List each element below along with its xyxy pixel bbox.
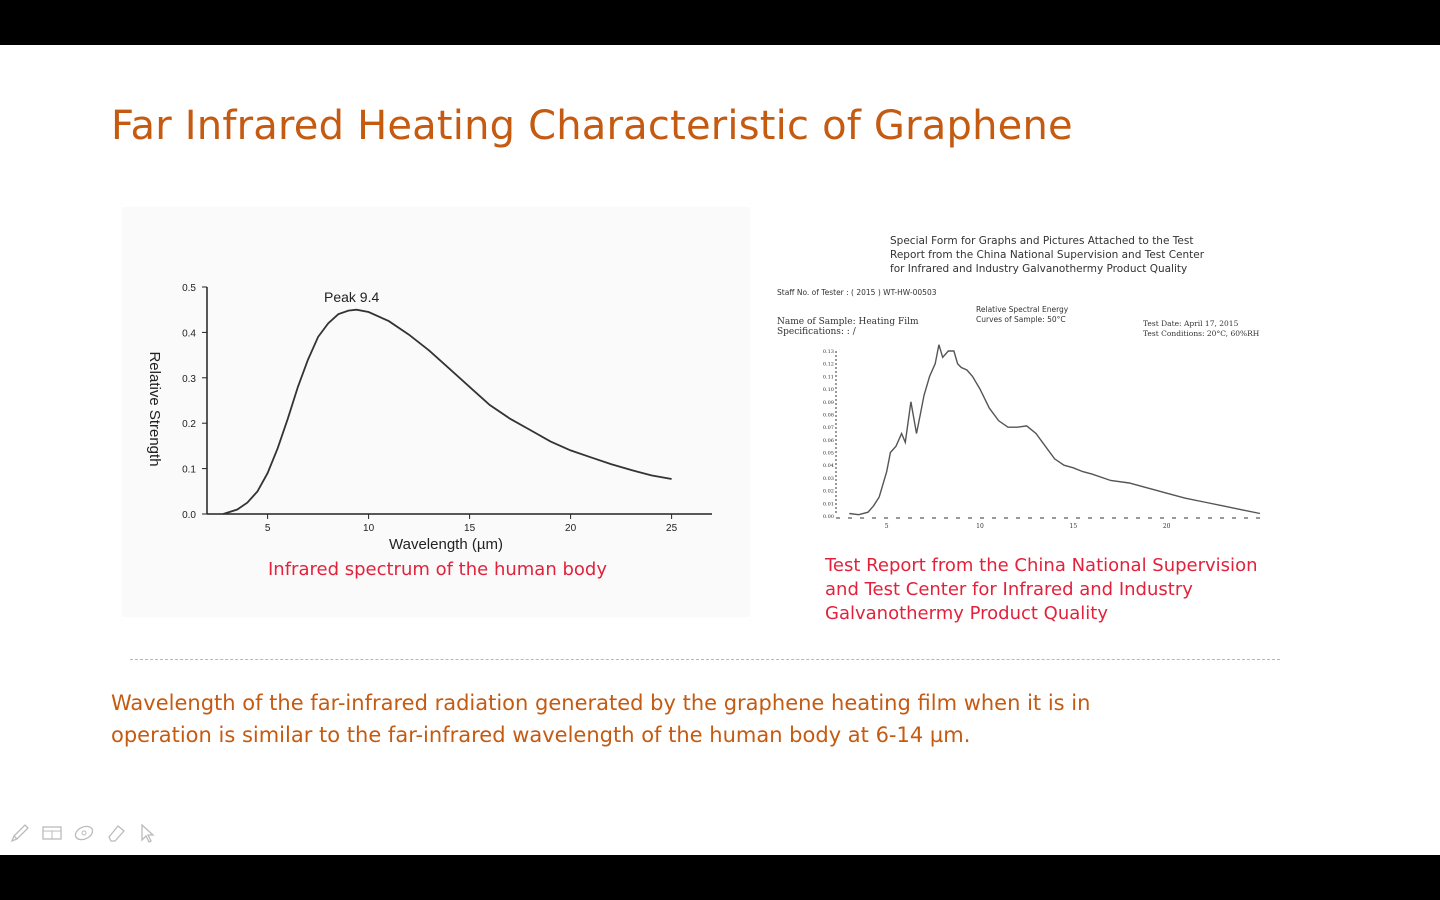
x-axis-ticks — [265, 514, 678, 534]
eraser-icon[interactable] — [104, 821, 128, 845]
report-y-tick-label: 0.08 — [822, 412, 834, 419]
bottom-letterbox — [0, 855, 1440, 900]
x-tick-label: 20 — [565, 523, 577, 534]
subtitles-icon[interactable] — [40, 821, 64, 845]
body-line: Wavelength of the far-infrared radiation generated by the graphene heating film when it is in — [111, 691, 1091, 715]
staff-number: Staff No. of Tester : ( 2015 ) WT-HW-00503 — [777, 288, 937, 297]
report-y-tick-label: 0.11 — [822, 374, 834, 381]
test-date: Test Date: April 17, 2015 — [1143, 319, 1239, 328]
x-tick-label: 25 — [666, 523, 678, 534]
specifications: Specifications: : / — [777, 327, 856, 337]
left-figure-caption: Infrared spectrum of the human body — [268, 559, 607, 580]
caption-line: and Test Center for Infrared and Industry — [825, 579, 1193, 600]
y-tick-label: 0.3 — [182, 373, 196, 385]
report-y-tick-label: 0.06 — [822, 437, 834, 444]
report-y-tick-label: 0.05 — [822, 450, 834, 457]
report-x-tick-label: 5 — [884, 523, 889, 530]
y-tick-label: 0.0 — [182, 510, 196, 521]
x-tick-label: 5 — [264, 523, 271, 534]
y-tick-label: 0.1 — [182, 464, 196, 476]
report-y-tick-label: 0.02 — [822, 488, 834, 495]
report-spectrum-curve — [849, 345, 1260, 515]
dashed-divider — [130, 659, 1280, 660]
presenter-toolbar — [8, 821, 160, 845]
report-header-line: Report from the China National Supervision and Test Center — [890, 249, 1205, 261]
spectrum-curve — [223, 310, 671, 514]
x-tick-label: 15 — [464, 523, 476, 534]
curve-label: Curves of Sample: 50°C — [976, 315, 1066, 324]
y-tick-label: 0.4 — [182, 328, 196, 340]
pointer-icon[interactable] — [136, 821, 160, 845]
report-x-ticks — [885, 523, 1171, 530]
report-y-ticks — [823, 349, 834, 520]
report-y-tick-label: 0.03 — [822, 475, 834, 482]
y-tick-label: 0.2 — [182, 419, 196, 431]
report-y-tick-label: 0.12 — [822, 361, 834, 368]
right-figure-caption — [825, 554, 1305, 626]
caption-line: Test Report from the China National Supervision — [825, 555, 1258, 576]
human-body-spectrum-figure — [122, 207, 750, 617]
sample-name: Name of Sample: Heating Film — [777, 317, 919, 327]
report-x-tick-label: 10 — [976, 523, 984, 530]
top-letterbox — [0, 0, 1440, 45]
peak-annotation: Peak 9.4 — [324, 289, 380, 305]
body-line: operation is similar to the far-infrared wavelength of the human body at 6-14 µm. — [111, 723, 971, 747]
y-axis-ticks — [182, 283, 207, 521]
caption-line: Galvanothermy Product Quality — [825, 603, 1108, 624]
slide-body-text — [111, 687, 1231, 751]
report-y-tick-label: 0.04 — [822, 463, 834, 470]
report-x-tick-label: 15 — [1069, 523, 1078, 530]
report-y-tick-label: 0.10 — [822, 387, 834, 394]
report-y-tick-label: 0.07 — [822, 425, 834, 432]
report-x-tick-label: 20 — [1162, 523, 1171, 530]
report-y-tick-label: 0.09 — [822, 399, 834, 406]
x-tick-label: 10 — [363, 523, 375, 534]
slide-title: Far Infrared Heating Characteristic of Graphene — [111, 103, 1073, 149]
laser-pointer-icon[interactable] — [72, 821, 96, 845]
x-axis-label: Wavelength (µm) — [389, 536, 503, 553]
test-conditions: Test Conditions: 20°C, 60%RH — [1143, 329, 1260, 338]
human-body-spectrum-chart — [122, 207, 750, 617]
presentation-slide — [0, 45, 1440, 855]
report-y-tick-label: 0.01 — [822, 501, 834, 508]
curve-label: Relative Spectral Energy — [976, 305, 1069, 314]
pen-icon[interactable] — [8, 821, 32, 845]
report-header-line: Special Form for Graphs and Pictures Attached to the Test — [890, 235, 1194, 247]
report-y-tick-label: 0.13 — [822, 349, 834, 355]
report-header-line: for Infrared and Industry Galvanothermy Product Quality — [890, 263, 1188, 275]
test-report-figure — [770, 230, 1290, 530]
report-y-tick-label: 0.00 — [822, 514, 834, 520]
y-tick-label: 0.5 — [182, 283, 196, 294]
y-axis-label: Relative Strength — [146, 351, 163, 467]
